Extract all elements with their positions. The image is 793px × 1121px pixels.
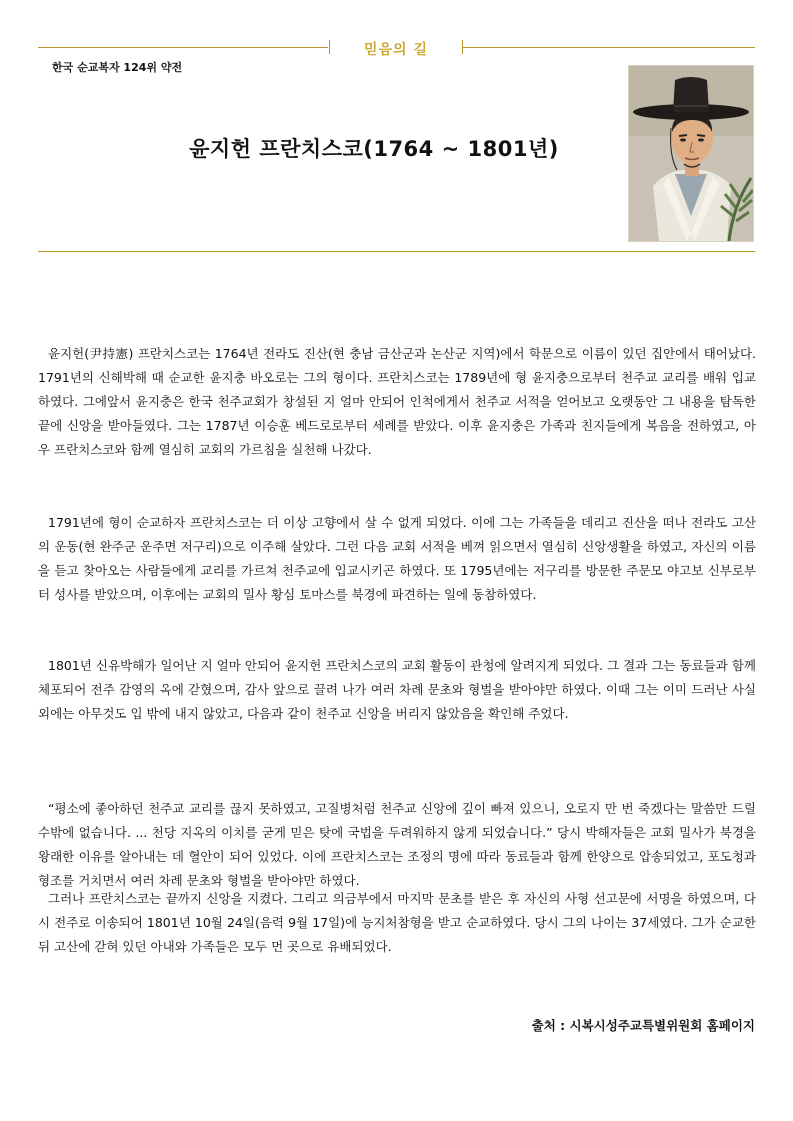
portrait-illustration-icon — [629, 66, 753, 241]
paragraph-2: 1791년에 형이 순교하자 프란치스코는 더 이상 고향에서 살 수 없게 되었다. 이에 그는 가족들을 데리고 진산을 떠나 전라도 고산의 운동(현 완주군 운주면 저구리)으로 이주해 살았다. 그런 다음 교회 서적을 베껴 읽으면서 열심히 신앙생활을 하였고, 자신의 이름을 듣고 찾아오는 사람들에게 교리를 가르쳐 천주교에 입교시키곤 하였다. 또 1795년에는 저구리를 방문한 주문모 야고보 신부로부터 성사를 받았으며, 이후에는 교회의 밀사 황심 토마스를 북경에 파견하는 일에 동참하였다. — [38, 515, 756, 602]
source-credit: 출처 : 시복시성주교특별위원회 홈페이지 — [531, 1018, 755, 1033]
header-rule-left — [38, 47, 328, 48]
paragraph-5: 그러나 프란치스코는 끝까지 신앙을 지켰다. 그리고 의금부에서 마지막 문초를 받은 후 자신의 사형 선고문에 서명을 하였으며, 다시 전주로 이송되어 1801년 10월 24일(음력 9월 17일)에 능지처참형을 받고 순교하였다. 당시 그의 나이는 37세였다. 그가 순교한 뒤 고산에 갇혀 있던 아내와 가족들은 모두 먼 곳으로 유배되었다. — [38, 891, 756, 954]
title-separator-rule — [38, 251, 755, 252]
paragraph-3: 1801년 신유박해가 일어난 지 얼마 안되어 윤지헌 프란치스코의 교회 활동이 관청에 알려지게 되었다. 그 결과 그는 동료들과 함께 체포되어 전주 감영의 옥에 갇혔으며, 감사 앞으로 끌려 나가 여러 차례 문초와 형벌을 받아야만 하였다. 이때 그는 이미 드러난 사실 외에는 아무것도 입 밖에 내지 않았고, 다음과 같이 천주교 신앙을 버리지 않았음을 확인해 주었다. — [38, 658, 756, 721]
martyr-portrait-image — [628, 65, 754, 242]
section-title: 믿음의 길 — [364, 42, 428, 58]
paragraph-4-quote: “평소에 좋아하던 천주교 교리를 끊지 못하였고, 고질병처럼 천주교 신앙에 깊이 빠져 있으니, 오로지 만 번 죽겠다는 말씀만 드릴 수밖에 없습니다. ... 천당 지옥의 이치를 굳게 믿은 탓에 국법을 두려워하지 않게 되었습니다.” 당시 박해자들은 교회 밀사가 북경을 왕래한 이유를 알아내는 데 혈안이 되어 있었다. 이에 프란치스코는 조정의 명에 따라 동료들과 함께 한양으로 압송되었고, 포도청과 형조를 거치면서 여러 차례 문초와 형벌을 받아야만 하였다. — [38, 801, 756, 888]
page-title: 윤지헌 프란치스코(1764 ~ 1801년) — [189, 137, 559, 161]
series-label: 한국 순교복자 124위 약전 — [52, 61, 183, 74]
paragraph-1: 윤지헌(尹持憲) 프란치스코는 1764년 전라도 진산(현 충남 금산군과 논산군 지역)에서 학문으로 이름이 있던 집안에서 태어났다. 1791년의 신해박해 때 순교한 윤지충 바오로는 그의 형이다. 프란치스코는 1789년에 형 윤지충으로부터 천주교 교리를 배워 입교하였다. 그에앞서 윤지충은 한국 천주교회가 창설된 지 얼마 안되어 인척에게서 천주교 서적을 얻어보고 오랫동안 그 내용을 탐독한 끝에 신앙을 받아들였다. 그는 1787년 이승훈 베드로로부터 세례를 받았다. 이후 윤지충은 가족과 친지들에게 복음을 전하였고, 아우 프란치스코와 함께 열심히 교회의 가르침을 실천해 나갔다. — [38, 346, 756, 457]
header-rule-right — [463, 47, 755, 48]
